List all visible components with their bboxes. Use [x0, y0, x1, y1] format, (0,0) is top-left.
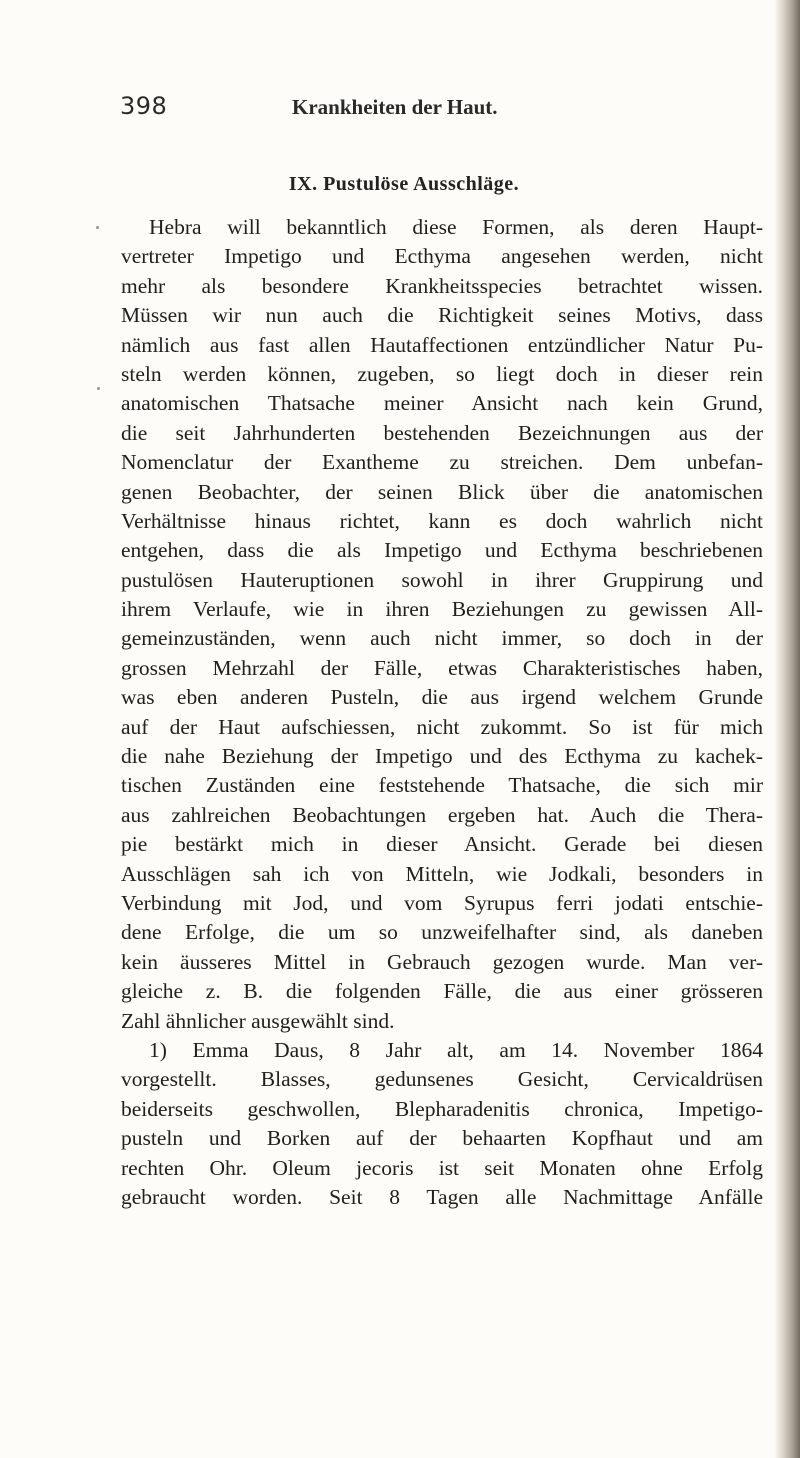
text-line: 1) Emma Daus, 8 Jahr alt, am 14. November 1864: [149, 1037, 763, 1062]
text-line: Verbindung mit Jod, und vom Syrupus ferri jodati entschie-: [121, 890, 763, 915]
text-line: Nomenclatur der Exantheme zu streichen. Dem unbefan-: [121, 450, 763, 475]
text-line: nämlich aus fast allen Hautaffectionen entzündlicher Natur Pu-: [121, 332, 763, 357]
text-line: gemeinzuständen, wenn auch nicht immer, so doch in der: [121, 626, 763, 651]
text-line: steln werden können, zugeben, so liegt doch in dieser rein: [121, 361, 763, 386]
text-line: vertreter Impetigo und Ecthyma angesehen werden, nicht: [121, 244, 763, 269]
text-line: pusteln und Borken auf der behaarten Kopfhaut und am: [121, 1126, 763, 1151]
running-head: Krankheiten der Haut.: [292, 95, 498, 119]
text-line: gebraucht worden. Seit 8 Tagen alle Nachmittage Anfälle: [121, 1184, 763, 1209]
text-line: grossen Mehrzahl der Fälle, etwas Charakteristisches haben,: [121, 655, 763, 680]
text-line: mehr als besondere Krankheitsspecies betrachtet wissen.: [121, 273, 763, 298]
text-line: aus zahlreichen Beobachtungen ergeben hat. Auch die Thera-: [121, 802, 763, 827]
text-line: anatomischen Thatsache meiner Ansicht nach kein Grund,: [121, 391, 763, 416]
text-line: pustulösen Hauteruptionen sowohl in ihrer Gruppirung und: [121, 567, 763, 592]
text-line: vorgestellt. Blasses, gedunsenes Gesicht, Cervicaldrüsen: [121, 1067, 763, 1092]
text-line: beiderseits geschwollen, Blepharadenitis chronica, Impetigo-: [121, 1096, 763, 1121]
page-header: [120, 92, 680, 128]
text-line: genen Beobachter, der seinen Blick über die anatomischen: [121, 479, 763, 504]
text-line: tischen Zuständen eine feststehende Thatsache, die sich mir: [121, 773, 763, 798]
text-line: pie bestärkt mich in dieser Ansicht. Gerade bei diesen: [121, 832, 763, 857]
text-line: die seit Jahrhunderten bestehenden Bezeichnungen aus der: [121, 420, 763, 445]
body-text: [121, 213, 763, 1212]
text-line: auf der Haut aufschiessen, nicht zukommt. So ist für mich: [121, 714, 763, 739]
text-line: entgehen, dass die als Impetigo und Ecthyma beschriebenen: [121, 538, 763, 563]
text-line: gleiche z. B. die folgenden Fälle, die aus einer grösseren: [121, 979, 763, 1004]
ink-speck: [97, 387, 100, 390]
ink-speck: [96, 226, 99, 229]
text-line: Zahl ähnlicher ausgewählt sind.: [121, 1008, 395, 1033]
text-line: die nahe Beziehung der Impetigo und des Ecthyma zu kachek-: [121, 744, 763, 769]
page-edge-shadow: [774, 0, 800, 1458]
text-line: Verhältnisse hinaus richtet, kann es doch wahrlich nicht: [121, 508, 763, 533]
section-title: IX. Pustulöse Ausschläge.: [288, 173, 520, 195]
text-line: kein äusseres Mittel in Gebrauch gezogen wurde. Man ver-: [121, 949, 763, 974]
text-line: dene Erfolge, die um so unzweifelhafter sind, als daneben: [121, 920, 763, 945]
text-line: ihrem Verlaufe, wie in ihren Beziehungen zu gewissen All-: [121, 597, 763, 622]
text-line: rechten Ohr. Oleum jecoris ist seit Monaten ohne Erfolg: [121, 1155, 763, 1180]
text-line: Hebra will bekanntlich diese Formen, als deren Haupt-: [149, 215, 763, 239]
text-line: was eben anderen Pusteln, die aus irgend welchem Grunde: [121, 685, 763, 710]
page-number: 398: [120, 92, 168, 120]
text-line: Ausschlägen sah ich von Mitteln, wie Jodkali, besonders in: [121, 861, 763, 886]
text-line: Müssen wir nun auch die Richtigkeit seines Motivs, dass: [121, 303, 763, 328]
